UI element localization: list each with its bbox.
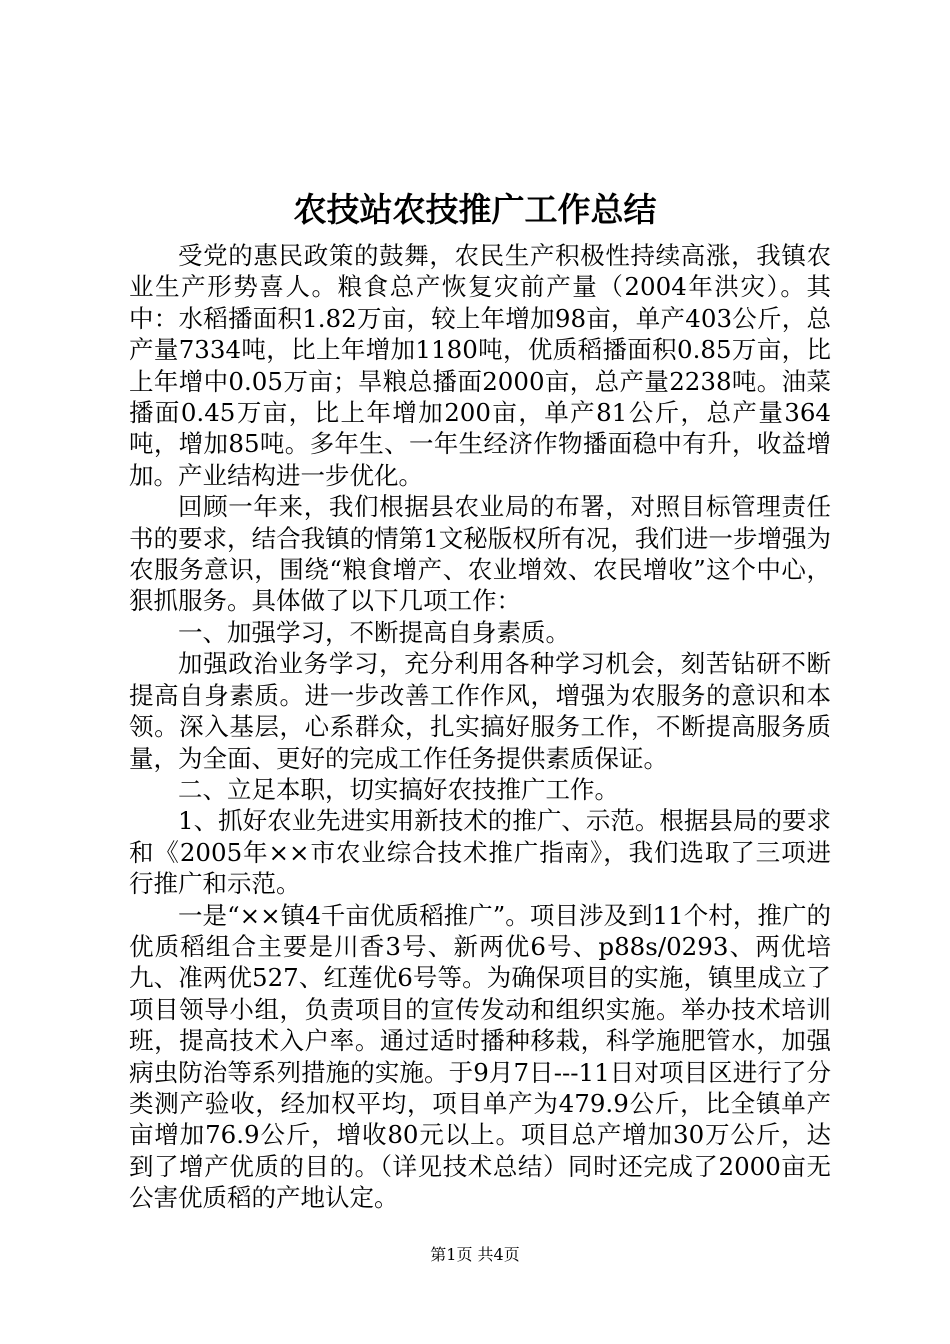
section-heading-1: 一、加强学习，不断提高自身素质。 [178, 617, 570, 647]
document-title: 农技站农技推广工作总结 [293, 190, 657, 229]
paragraph-rice-project: 一是“××镇4千亩优质稻推广”。项目涉及到11个村，推广的优质稻组合主要是川香3号、新两优6号、p88s/0293、两优培九、准两优527、红莲优6号等。为确保项目的实施，镇里成立了项目领导小组，负责项目的宣传发动和组织实施。举办技术培训班，提高技术入户率。通过适时播种移栽，科学施肥管水，加强病虫防治等系列措施的实施。于9月7日---11日对项目区进行了分类测产验收，经加权平均，项目单产为479.9公斤，比全镇单产亩增加76.9公斤，增收80元以上。项目总产增加30万公斤，达到了增产优质的目的。（详见技术总结）同时还完成了2000亩无公害优质稻的产地认定。 [129, 900, 831, 1213]
document-body [129, 240, 831, 1214]
paragraph-study: 加强政治业务学习，充分利用各种学习机会，刻苦钻研不断提高自身素质。进一步改善工作作风，增强为农服务的意识和本领。深入基层，心系群众，扎实搞好服务工作，不断提高服务质量，为全面、更好的完成工作任务提供素质保证。 [129, 649, 831, 773]
paragraph-tech-promotion: 1、抓好农业先进实用新技术的推广、示范。根据县局的要求和《2005年××市农业综合技术推广指南》，我们选取了三项进行推广和示范。 [129, 806, 831, 899]
section-heading-2: 二、立足本职，切实搞好农技推广工作。 [178, 774, 619, 804]
page-number-footer: 第1页 共4页 [430, 1245, 520, 1264]
paragraph-review: 回顾一年来，我们根据县农业局的布署，对照目标管理责任书的要求，结合我镇的情第1文秘版权所有况，我们进一步增强为农服务意识，围绕“粮食增产、农业增效、农民增收”这个中心，狠抓服务。具体做了以下几项工作： [129, 492, 831, 616]
paragraph-intro: 受党的惠民政策的鼓舞，农民生产积极性持续高涨，我镇农业生产形势喜人。粮食总产恢复灾前产量（2004年洪灾）。其中：水稻播面积1.82万亩，较上年增加98亩，单产403公斤，总产量7334吨，比上年增加1180吨，优质稻播面积0.85万亩，比上年增中0.05万亩；旱粮总播面2000亩，总产量2238吨。油菜播面0.45万亩，比上年增加200亩，单产81公斤，总产量364吨，增加85吨。多年生、一年生经济作物播面稳中有升，收益增加。产业结构进一步优化。 [129, 241, 831, 490]
